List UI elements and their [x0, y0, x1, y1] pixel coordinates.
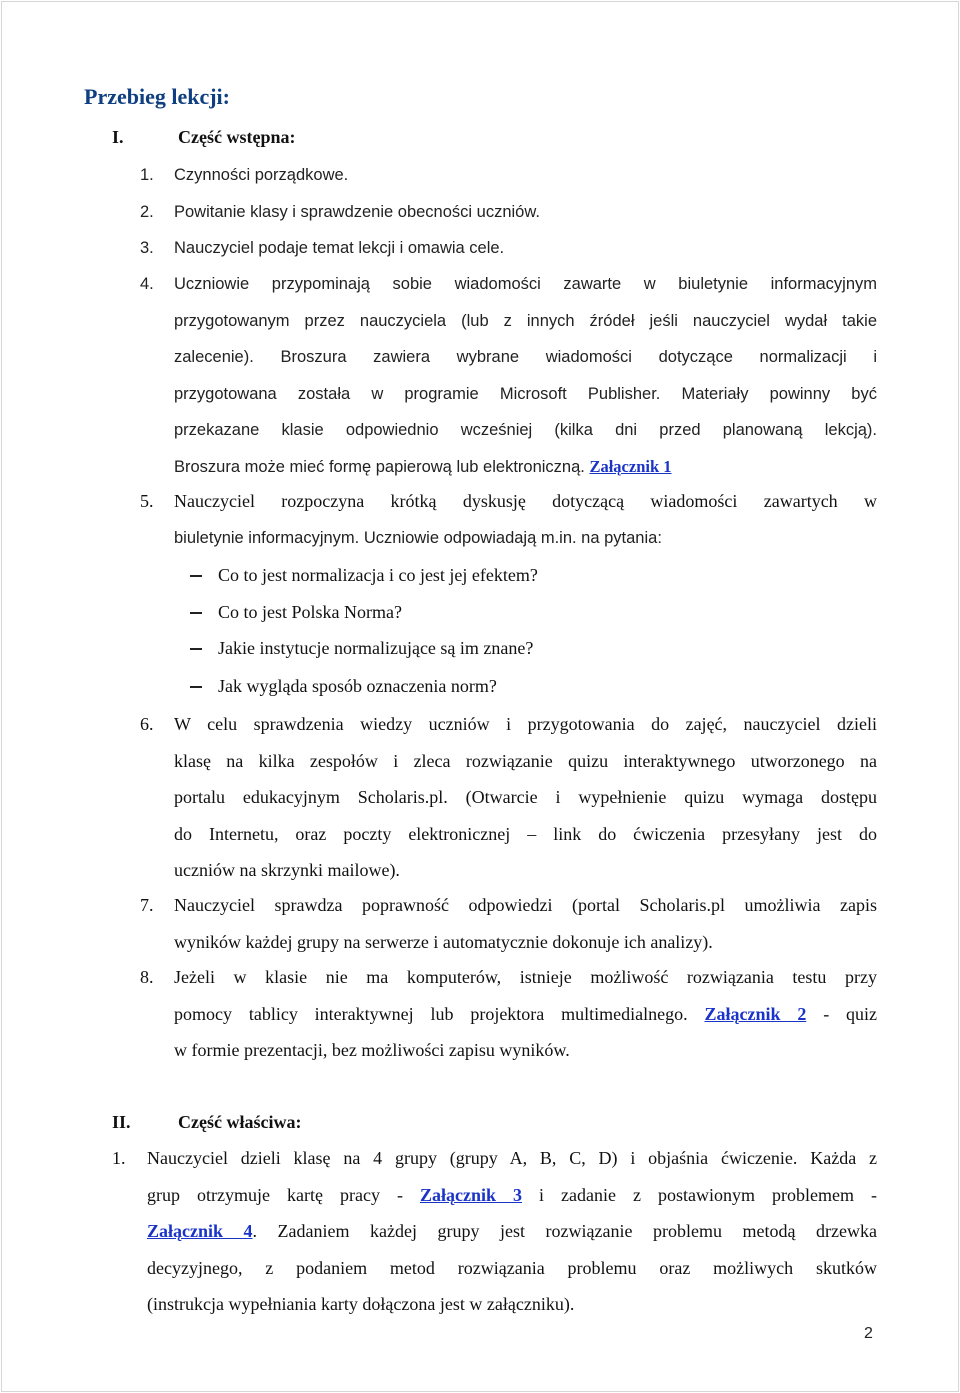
item-text-line: decyzyjnego, z podaniem metod rozwiązania problemu oraz możliwych skutków: [147, 1257, 877, 1278]
attachment-2-link[interactable]: Załącznik 2: [704, 1003, 807, 1024]
item-text: Nauczyciel podaje temat lekcji i omawia cele.: [174, 239, 505, 257]
attachment-3-link[interactable]: Załącznik 3: [419, 1184, 523, 1205]
item-text-line: w formie prezentacji, bez możliwości zapisu wyników.: [174, 1040, 570, 1060]
item-number: 2.: [140, 203, 154, 221]
item-number: 1.: [112, 1148, 126, 1168]
attachment-1-link[interactable]: Załącznik 1: [589, 456, 672, 476]
attachment-4-link[interactable]: Załącznik 4: [147, 1221, 253, 1241]
item-text-line: zalecenie). Broszura zawiera wybrane wiadomości dotyczące normalizacji i: [174, 348, 877, 366]
item-number: 6.: [140, 714, 154, 734]
item-number: 4.: [140, 275, 154, 293]
item-text-line: wyników każdej grupy na serwerze i automatycznie dokonuje ich analizy).: [174, 931, 713, 952]
item-text-line: Jeżeli w klasie nie ma komputerów, istnieje możliwość rozwiązania testu przy: [174, 967, 877, 987]
item-number: 7.: [140, 895, 154, 915]
dash-icon: [190, 612, 202, 614]
question-text: Jak wygląda sposób oznaczenia norm?: [218, 676, 497, 696]
item-text-line: klasę na kilka zespołów i zleca rozwiązanie quizu interaktywnego utworzonego na: [174, 750, 877, 771]
section-1-label: Część wstępna:: [178, 127, 296, 147]
section-2-label: Część właściwa:: [178, 1112, 302, 1132]
question-text: Co to jest normalizacja i co jest jej efektem?: [218, 565, 538, 585]
page-number: 2: [864, 1325, 873, 1342]
item-text-line: uczniów na skrzynki mailowe).: [174, 860, 400, 880]
item-text-line: Uczniowie przypominają sobie wiadomości zawarte w biuletynie informacyjnym: [174, 275, 877, 293]
question-text: Co to jest Polska Norma?: [218, 602, 402, 622]
item-text-line: przekazane klasie odpowiednio wcześniej (kilka dni przed planowaną lekcją).: [174, 421, 877, 439]
item-text: Powitanie klasy i sprawdzenie obecności uczniów.: [174, 203, 540, 221]
item-text-line: Broszura może mieć formę papierową lub elektroniczną. Załącznik 1: [174, 456, 672, 476]
section-1-number: I.: [112, 127, 124, 147]
item-text: Czynności porządkowe.: [174, 166, 349, 184]
dash-icon: [190, 648, 202, 650]
item-text-line: Nauczyciel dzieli klasę na 4 grupy (grupy A, B, C, D) i objaśnia ćwiczenie. Każda z: [147, 1148, 877, 1168]
item-text-line: do Internetu, oraz poczty elektronicznej – link do ćwiczenia przesyłany jest do: [174, 823, 877, 844]
dash-icon: [190, 575, 202, 577]
item-text-line: portalu edukacyjnym Scholaris.pl. (Otwarcie i wypełnienie quizu wymaga dostępu: [174, 787, 877, 807]
item-text-line: Nauczyciel rozpoczyna krótką dyskusję dotyczącą wiadomości zawartych w: [174, 491, 877, 511]
item-text-line: biuletynie informacyjnym. Uczniowie odpowiadają m.in. na pytania:: [174, 528, 662, 547]
section-2-number: II.: [112, 1112, 131, 1132]
item-number: 5.: [140, 491, 154, 511]
item-text-line: przygotowanym przez nauczyciela (lub z innych źródeł jeśli nauczyciel wydał takie: [174, 311, 877, 330]
item-number: 3.: [140, 239, 154, 257]
dash-icon: [190, 686, 202, 688]
item-text-line: przygotowana została w programie Microsoft Publisher. Materiały powinny być: [174, 384, 877, 403]
question-text: Jakie instytucje normalizujące są im znane?: [218, 638, 534, 658]
item-number: 8.: [140, 967, 154, 987]
item-text-line: grup otrzymuje kartę pracy - Załącznik 3 i zadanie z postawionym problemem -: [147, 1184, 878, 1205]
page-title: Przebieg lekcji:: [84, 84, 230, 109]
item-text-line: W celu sprawdzenia wiedzy uczniów i przygotowania do zajęć, nauczyciel dzieli: [174, 714, 877, 734]
item-number: 1.: [140, 166, 154, 184]
item-text-line: (instrukcja wypełniania karty dołączona jest w załączniku).: [147, 1294, 575, 1314]
item-text-line: pomocy tablicy interaktywnej lub projektora multimedialnego. Załącznik 2 - quiz: [174, 1003, 878, 1024]
item-text-line: Załącznik 4. Zadaniem każdej grupy jest rozwiązanie problemu metodą drzewka: [147, 1221, 877, 1241]
item-text-line: Nauczyciel sprawdza poprawność odpowiedzi (portal Scholaris.pl umożliwia zapis: [174, 895, 877, 915]
